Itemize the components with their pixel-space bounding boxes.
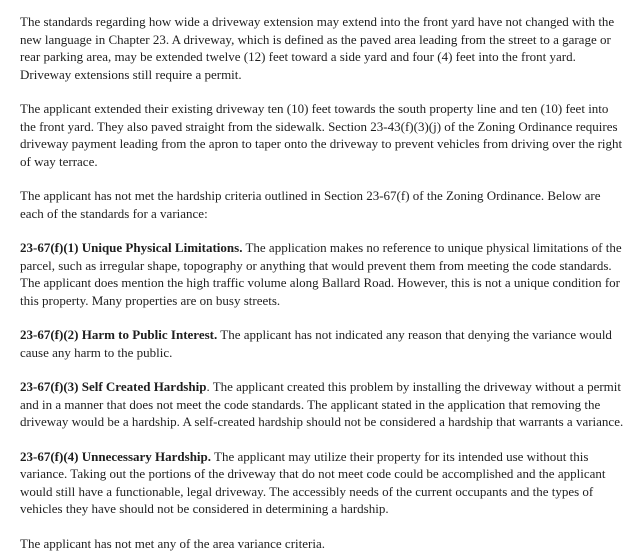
criterion-heading: 23-67(f)(3) Self Created Hardship (20, 379, 206, 394)
criterion-unnecessary-hardship (20, 448, 626, 518)
criterion-unique-physical-limitations (20, 239, 626, 309)
paragraph-driveway-standards: The standards regarding how wide a driveway extension may extend into the front yard have not changed with the new language in Chapter 23. A driveway, which is defined as the paved area leading from the street to a garage or rear parking area, may be extended twelve (12) feet toward a side yard and four (4) feet into the front yard. Driveway extensions still require a permit. (20, 13, 626, 83)
document-page (20, 13, 626, 552)
criterion-body: The applicant may utilize their property for its intended use without this variance. Taking out the portions of the driveway that do not meet code could be accomplished and the applicant would still have a functionable, legal driveway. The accessibly needs of the current occupants and the types of vehicles they have should not be considered in determining a hardship. (20, 449, 605, 517)
paragraph-hardship-intro: The applicant has not met the hardship criteria outlined in Section 23-67(f) of the Zoning Ordinance. Below are each of the standards for a variance: (20, 187, 626, 222)
criterion-body: . The applicant created this problem by installing the driveway without a permit and in a manner that does not meet the code standards. The applicant stated in the application that removing the driveway would be a hardship. A self-created hardship should not be considered a hardship that warrants a variance. (20, 379, 623, 429)
criterion-heading: 23-67(f)(1) Unique Physical Limitations. (20, 240, 242, 255)
criterion-body: The applicant has not indicated any reason that denying the variance would cause any harm to the public. (20, 327, 612, 360)
criterion-self-created-hardship (20, 378, 626, 431)
paragraph-conclusion: The applicant has not met any of the area variance criteria. (20, 535, 626, 552)
criterion-body: The application makes no reference to unique physical limitations of the parcel, such as irregular shape, topography or anything that would prevent them from meeting the code standards. The applicant does mention the high traffic volume along Ballard Road. However, this is not a unique condition for this property. Many properties are on busy streets. (20, 240, 622, 308)
criterion-heading: 23-67(f)(4) Unnecessary Hardship. (20, 449, 211, 464)
criterion-harm-to-public-interest (20, 326, 626, 361)
criterion-heading: 23-67(f)(2) Harm to Public Interest. (20, 327, 217, 342)
paragraph-applicant-extension: The applicant extended their existing driveway ten (10) feet towards the south property line and ten (10) feet into the front yard. They also paved straight from the sidewalk. Section 23-43(f)(3)(j) of the Zoning Ordinance requires driveway payment leading from the apron to taper onto the driveway to prevent vehicles from driving over the right of way terrace. (20, 100, 626, 170)
